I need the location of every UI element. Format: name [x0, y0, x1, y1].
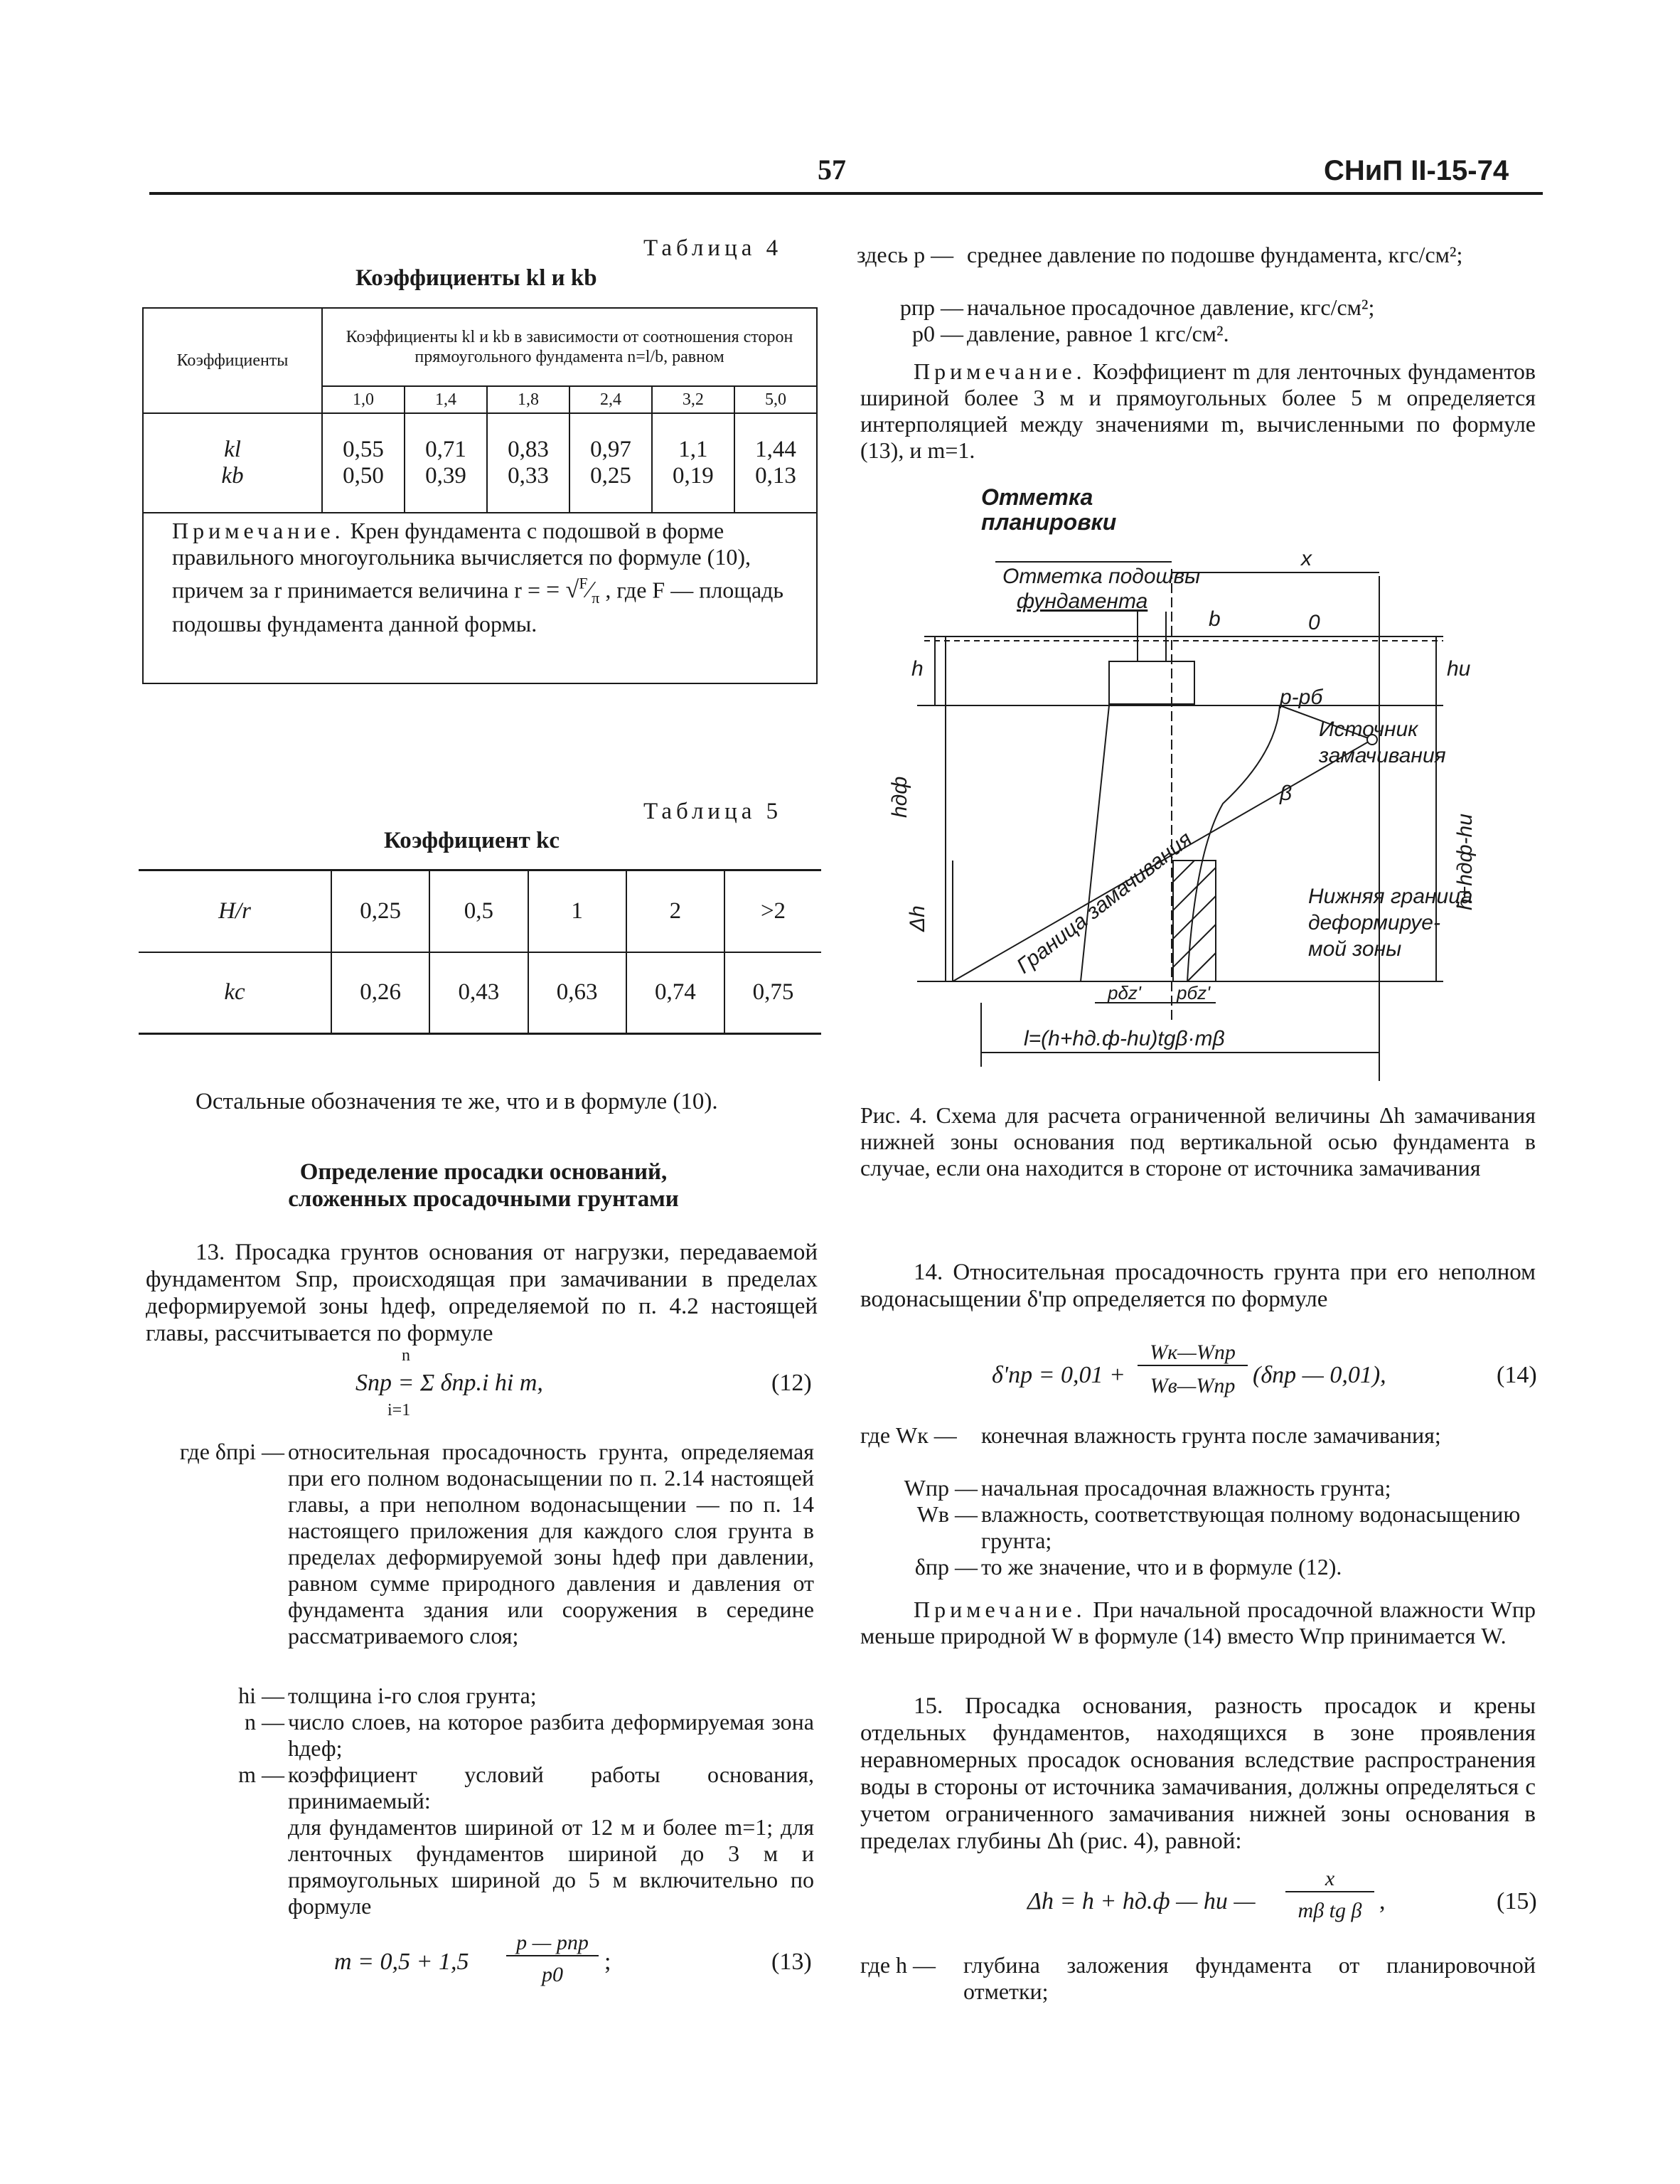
- fig-label: h: [911, 657, 924, 681]
- figure-4-diagram: [882, 484, 1507, 1102]
- stress-curve-left: [1081, 705, 1109, 981]
- fig-label: Нижняя граница: [1308, 885, 1473, 908]
- def-symbol: pпр —: [899, 294, 963, 320]
- def-symbol: n —: [245, 1709, 284, 1735]
- def-symbol: hi —: [238, 1683, 284, 1708]
- cell: 0,25: [331, 870, 429, 952]
- table4-note-end: , где F — площадь подошвы фундамента данной формы.: [172, 577, 784, 637]
- cell: 1: [528, 870, 626, 952]
- cell: 2: [626, 870, 724, 952]
- def-symbol: m —: [238, 1762, 284, 1787]
- def-text: давление, равное 1 кгс/см².: [967, 321, 1229, 346]
- eq14-right: (δпр — 0,01),: [1253, 1362, 1386, 1388]
- eq12-bottom: i=1: [387, 1401, 411, 1419]
- cell: 0,25: [569, 463, 652, 513]
- cell: 0,5: [429, 870, 528, 952]
- def-symbol: p0 —: [912, 321, 963, 346]
- figure-caption: Рис. 4. Схема для расчета ограниченной величины Δh замачивания нижней зоны основания под вертикальной осью фундамента в случае, если она находится в стороне от источника замачивания: [860, 1102, 1536, 1181]
- cell: 0,13: [734, 463, 817, 513]
- def-symbol: где δпрi —: [179, 1439, 284, 1464]
- cell: 0,75: [724, 952, 821, 1034]
- def-text: число слоев, на которое разбита деформируемая зона hдеф;: [288, 1709, 814, 1761]
- def-text: среднее давление по подошве фундамента, кгс/см²;: [967, 242, 1463, 267]
- cell: 0,83: [487, 413, 569, 463]
- eq14-number: (14): [1497, 1362, 1537, 1388]
- def-symbol: δпр —: [914, 1554, 978, 1580]
- cell: 1,1: [652, 413, 734, 463]
- table4: [142, 307, 818, 684]
- table4-n: 5,0: [734, 386, 817, 413]
- cell: 0,55: [322, 413, 405, 463]
- def-text: начальное просадочное давление, кгс/см²;: [967, 294, 1375, 320]
- table-row: [139, 952, 821, 1034]
- cell: >2: [724, 870, 821, 952]
- cell: 0,74: [626, 952, 724, 1034]
- cell: 0,19: [652, 463, 734, 513]
- table4-note-cell: [143, 513, 817, 683]
- fig-label: pбz': [1177, 982, 1211, 1003]
- fig-label: Δh: [906, 905, 929, 932]
- foundation: [1109, 661, 1194, 704]
- eq12-number: (12): [771, 1370, 812, 1396]
- def-text: начальная просадочная влажность грунта;: [981, 1475, 1391, 1501]
- paragraph-15: 15. Просадка основания, разность просадок и крены отдельных фундаментов, находящихся в зоне проявления неравномерных просадок основания вследствие распространения воды в стороны от источника замачивания, должны определяться с учетом ограниченного замачивания нижней зоны основания в пределах глубины Δh (рис. 4), равной:: [860, 1693, 1536, 1854]
- fig-label: Граница замачивания: [1012, 827, 1197, 979]
- def-text: влажность, соответствующая полному водонасыщению грунта;: [981, 1501, 1521, 1553]
- eq12-top: n: [402, 1346, 410, 1365]
- fig-label: l=(h+hд.ф-hu)tgβ·mβ: [1024, 1027, 1225, 1050]
- def-text: то же значение, что и в формуле (12).: [981, 1554, 1342, 1580]
- fig-label: hu: [1447, 657, 1471, 681]
- table-row: [139, 870, 821, 952]
- section-title-1: Определение просадки оснований,: [299, 1159, 668, 1185]
- eq15-comma: ,: [1379, 1888, 1386, 1914]
- eq13-number: (13): [771, 1949, 812, 1975]
- fig-label: x: [1301, 547, 1312, 570]
- equation-12: Sпр = Σ δпр.i hi m,: [355, 1370, 543, 1396]
- m-text: для фундаментов шириной от 12 м и более m=1; для ленточных фундаментов шириной до 3 м и прямоугольных шириной до 5 м включительно по формуле: [288, 1814, 814, 1919]
- sqrt-formula: = $√^F⁄_\pi$: [546, 575, 600, 607]
- fig-label: p-pб: [1280, 686, 1323, 709]
- def-symbol: Wв —: [916, 1501, 978, 1527]
- note-text: При начальной просадочной влажности Wпр меньше природной W в формуле (14) вместо Wпр принимается W.: [860, 1597, 1536, 1648]
- row-head: H/r: [139, 870, 331, 952]
- eq14-numerator: Wк—Wпр: [1138, 1341, 1248, 1366]
- fig-label: Источник: [1319, 718, 1418, 741]
- table-row: [143, 413, 817, 463]
- cell: 0,63: [528, 952, 626, 1034]
- table4-n: 3,2: [652, 386, 734, 413]
- def-symbol: где h —: [860, 1952, 936, 1978]
- page-number: 57: [818, 154, 846, 186]
- fig-label: b: [1209, 607, 1221, 631]
- eq14-left: δ'пр = 0,01 +: [992, 1362, 1125, 1388]
- note-word: Примечание.: [172, 518, 345, 543]
- fig-label: hдф: [888, 776, 911, 818]
- table4-title: Коэффициенты kl и kb: [355, 265, 597, 291]
- table4-n: 1,8: [487, 386, 569, 413]
- eq15-left: Δh = h + hд.ф — hи —: [1027, 1888, 1256, 1914]
- table4-n: 1,0: [322, 386, 405, 413]
- fig-label: pδz': [1108, 982, 1141, 1003]
- cell: 0,97: [569, 413, 652, 463]
- def-text: относительная просадочность грунта, определяемая при его полном водонасыщении по п. 2.14 настоящей главы, а при неполном водонасыщении — по п. 14 настоящего приложения для каждого слоя грунта в пределах деформируемой зоны hдеф при давлении, равном сумме природного давления и давления от фундамента здания или сооружения в середине рассматриваемого слоя;: [288, 1439, 814, 1648]
- table4-n: 1,4: [405, 386, 487, 413]
- fig-label: планировки: [981, 509, 1117, 535]
- cell: 0,50: [322, 463, 405, 513]
- hatched-zone: [1173, 861, 1216, 981]
- note-m: [860, 358, 1536, 464]
- eq15-denominator: mβ tg β: [1298, 1899, 1362, 1922]
- cell: 0,33: [487, 463, 569, 513]
- eq15-numerator: x: [1285, 1867, 1374, 1892]
- eq14-denominator: Wв—Wпр: [1150, 1374, 1236, 1397]
- table4-n: 2,4: [569, 386, 652, 413]
- def-text: толщина i-го слоя грунта;: [288, 1683, 537, 1708]
- def-text: коэффициент условий работы основания, принимаемый:: [288, 1762, 814, 1813]
- row-head: kc: [139, 952, 331, 1034]
- fig-label: 0: [1308, 611, 1320, 634]
- table-row: [143, 463, 817, 513]
- eq13-semicolon: ;: [604, 1949, 611, 1975]
- note-word: Примечание.: [914, 358, 1086, 384]
- def-symbol: здесь p —: [857, 242, 954, 267]
- row-head: kl: [143, 413, 322, 463]
- paragraph-13: 13. Просадка грунтов основания от нагрузки, передаваемой фундаментом Sпр, происходящая при замачивании в пределах деформируемой зоны hдеф, определяемой по п. 4.2 настоящей главы, рассчитывается по формуле: [146, 1240, 818, 1346]
- table5: [139, 869, 821, 1035]
- fig-label: Отметка подошвы: [1002, 565, 1201, 588]
- eq13-denominator: p0: [542, 1963, 563, 1986]
- table5-title: Коэффициент kc: [384, 828, 560, 853]
- eq15-number: (15): [1497, 1888, 1537, 1914]
- table4-label: Таблица 4: [643, 235, 783, 261]
- eq13-left: m = 0,5 + 1,5: [334, 1949, 469, 1975]
- note-word: Примечание.: [914, 1597, 1086, 1622]
- table4-note: Крен фундамента с подошвой в форме правильного многоугольника вычисляется по формуле (10), причем за r принимается величина r =: [172, 518, 751, 603]
- fig-label: Отметка: [981, 484, 1093, 510]
- other-notations: Остальные обозначения те же, что и в формуле (10).: [196, 1089, 718, 1114]
- fig-label: мой зоны: [1308, 937, 1402, 961]
- row-head: kb: [143, 463, 322, 513]
- eq13-numerator: p — pпр: [506, 1931, 599, 1956]
- fig-label: β: [1280, 782, 1293, 805]
- note-2: [860, 1597, 1536, 1649]
- fig-label: фундамента: [1017, 590, 1148, 613]
- cell: 0,39: [405, 463, 487, 513]
- fig-label: h+hдф-hu: [1453, 814, 1477, 910]
- table4-col0: Коэффициенты: [143, 308, 322, 413]
- cell: 1,44: [734, 413, 817, 463]
- def-symbol: Wпр —: [904, 1475, 978, 1501]
- def-text: конечная влажность грунта после замачивания;: [981, 1422, 1441, 1448]
- fig-label: замачивания: [1319, 744, 1446, 767]
- cell: 0,26: [331, 952, 429, 1034]
- cell: 0,71: [405, 413, 487, 463]
- paragraph-14: 14. Относительная просадочность грунта при его неполном водонасыщении δ'пр определяется по формуле: [860, 1259, 1536, 1312]
- document-code: СНиП II-15-74: [1324, 155, 1509, 186]
- header-rule: [149, 192, 1543, 195]
- fig-label: деформируе-: [1308, 911, 1440, 934]
- note-text: Коэффициент m для ленточных фундаментов шириной более 3 м и прямоугольных более 5 м определяется интерполяцией между значениями m, вычисленными по формуле (13), и m=1.: [860, 358, 1536, 463]
- table4-group-header: Коэффициенты kl и kb в зависимости от соотношения сторон прямоугольного фундамента n=l/b, равном: [322, 308, 817, 386]
- section-title-2: сложенных просадочными грунтами: [288, 1186, 679, 1212]
- def-symbol: где Wк —: [860, 1422, 957, 1448]
- table5-label: Таблица 5: [643, 799, 783, 824]
- cell: 0,43: [429, 952, 528, 1034]
- def-text: глубина заложения фундамента от планировочной отметки;: [963, 1952, 1536, 2004]
